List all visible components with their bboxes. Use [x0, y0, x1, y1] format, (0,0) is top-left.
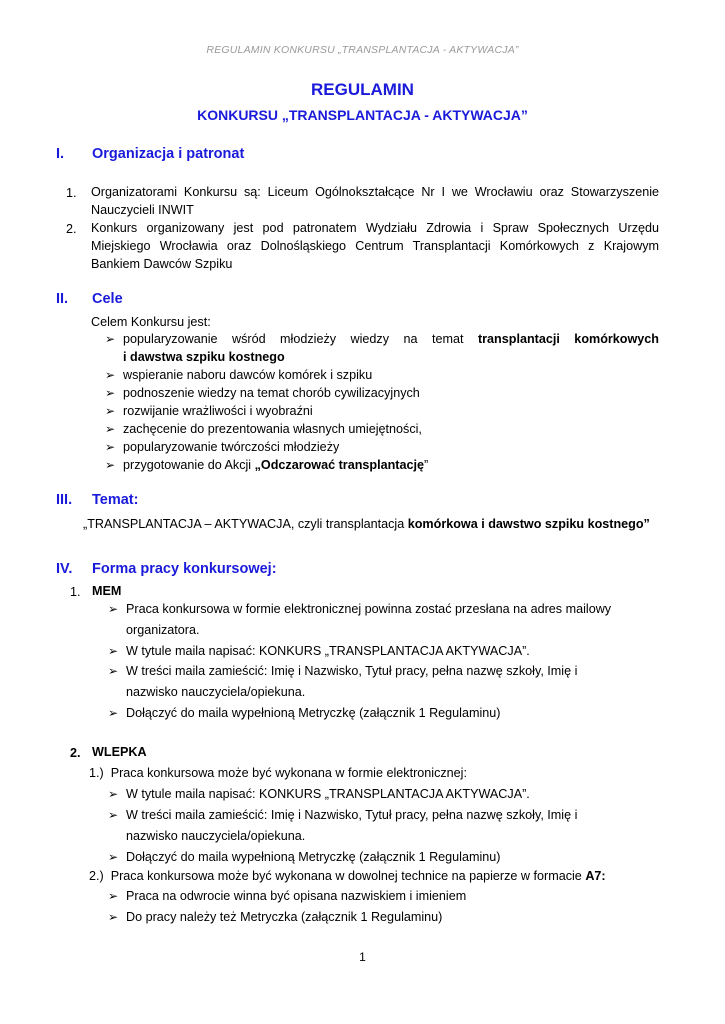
list-item-bold: transplantacji komórkowych — [477, 332, 659, 346]
sublist-text: Praca konkursowa może być wykonana w dowolnej technice na papierze w formacie — [110, 869, 582, 883]
list-item — [108, 910, 442, 924]
list-item-text: W tytule maila napisać: KONKURS „TRANSPLANTACJA AKTYWACJA”. — [126, 644, 530, 658]
list-item — [105, 440, 339, 454]
arrow-bullet-icon: ➢ — [108, 787, 119, 801]
arrow-bullet-icon: ➢ — [105, 404, 116, 418]
list-item-text: Do pracy należy też Metryczka (załącznik 1 Regulaminu) — [126, 910, 443, 924]
sublist-number: 2.) — [89, 869, 104, 883]
list-item-text: Nauczycieli INWIT — [91, 203, 194, 217]
list-item-text: W treści maila zamieścić: Imię i Nazwisko, Tytuł pracy, pełna nazwę szkoły, Imię i — [126, 808, 578, 822]
list-number: 1. — [66, 186, 77, 200]
list-item-text: podnoszenie wiedzy na temat chorób cywilizacyjnych — [123, 386, 420, 400]
list-item — [105, 332, 660, 346]
section-number: IV. — [56, 561, 73, 577]
list-item — [105, 458, 428, 472]
sublist-item — [89, 765, 467, 783]
section-intro: Celem Konkursu jest: — [91, 315, 211, 329]
list-item-text: W treści maila zamieścić: Imię i Nazwisko, Tytuł pracy, pełna nazwę szkoły, Imię i — [126, 664, 578, 678]
arrow-bullet-icon: ➢ — [108, 889, 119, 903]
theme-text — [83, 516, 650, 534]
arrow-bullet-icon: ➢ — [108, 664, 119, 678]
arrow-bullet-icon: ➢ — [105, 332, 116, 346]
arrow-bullet-icon: ➢ — [108, 602, 119, 616]
arrow-bullet-icon: ➢ — [105, 368, 116, 382]
list-item — [108, 889, 466, 903]
arrow-bullet-icon: ➢ — [105, 386, 116, 400]
section-heading-1 — [56, 146, 244, 162]
arrow-bullet-icon: ➢ — [105, 440, 116, 454]
arrow-bullet-icon: ➢ — [105, 458, 116, 472]
arrow-bullet-icon: ➢ — [108, 706, 119, 720]
list-item — [108, 664, 577, 678]
document-subtitle: KONKURSU „TRANSPLANTACJA - AKTYWACJA” — [197, 107, 528, 123]
list-item — [108, 808, 577, 822]
section-number: II. — [56, 291, 69, 307]
arrow-bullet-icon: ➢ — [108, 910, 119, 924]
arrow-bullet-icon: ➢ — [105, 422, 116, 436]
list-item-text: Konkurs organizowany jest pod patronatem Wydziału Zdrowia i Spraw Społecznych Urzędu — [91, 221, 659, 235]
section-title: Organizacja i patronat — [92, 146, 245, 162]
section-number: III. — [56, 492, 73, 508]
subsection-title-mem: MEM — [92, 584, 122, 598]
section-heading-4 — [56, 561, 277, 577]
list-item-text: ” — [424, 458, 429, 472]
section-title: Cele — [92, 291, 123, 307]
list-item-text: Organizatorami Konkursu są: Liceum Ogólnokształcące Nr I we Wrocławiu oraz Stowarzyszenie — [91, 185, 659, 199]
theme-text-plain: „TRANSPLANTACJA – AKTYWACJA, czyli transplantacja — [83, 517, 405, 531]
list-item-text: Dołączyć do maila wypełnioną Metryczkę (załącznik 1 Regulaminu) — [126, 850, 501, 864]
list-item-text: zachęcenie do prezentowania własnych umiejętności, — [123, 422, 422, 436]
section-heading-2 — [56, 291, 123, 307]
list-number: 1. — [70, 585, 81, 599]
list-item — [108, 706, 500, 720]
sublist-item — [89, 868, 606, 886]
list-item — [105, 386, 420, 400]
list-item-text: przygotowanie do Akcji — [123, 458, 252, 472]
list-item-text: rozwijanie wrażliwości i wyobraźni — [123, 404, 313, 418]
list-item — [105, 404, 313, 418]
list-item-text: popularyzowanie twórczości młodzieży — [123, 440, 340, 454]
subsection-title-wlepka: WLEPKA — [92, 745, 147, 759]
running-header: REGULAMIN KONKURSU „TRANSPLANTACJA - AKTYWACJA” — [206, 44, 519, 56]
list-number: 2. — [66, 222, 77, 236]
section-title: Forma pracy konkursowej: — [92, 561, 277, 577]
list-item — [108, 850, 500, 864]
list-item — [108, 787, 530, 801]
list-item-text: Miejskiego Wrocławia oraz Dolnośląskiego Centrum Transplantacji Komórkowych z Krajowym — [91, 239, 659, 253]
list-item — [105, 368, 372, 382]
section-title: Temat: — [92, 492, 139, 508]
list-item — [108, 644, 530, 658]
list-item-line — [123, 332, 659, 346]
sublist-number: 1.) — [89, 766, 104, 780]
list-item-text: Praca na odwrocie winna być opisana nazwiskiem i imieniem — [126, 889, 467, 903]
list-item-bold: i dawstwa szpiku kostnego — [123, 350, 285, 364]
list-item-text: popularyzowanie wśród młodzieży wiedzy na temat — [123, 332, 464, 346]
document-title: REGULAMIN — [311, 80, 414, 99]
list-item-text: nazwisko nauczyciela/opiekuna. — [126, 685, 306, 699]
list-item-text: organizatora. — [126, 623, 200, 637]
list-item-text: Bankiem Dawców Szpiku — [91, 257, 233, 271]
sublist-bold: A7: — [585, 869, 606, 883]
list-number: 2. — [70, 746, 81, 760]
arrow-bullet-icon: ➢ — [108, 808, 119, 822]
page-number: 1 — [359, 950, 366, 964]
theme-text-bold: komórkowa i dawstwo szpiku kostnego” — [407, 517, 650, 531]
list-item-text: wspieranie naboru dawców komórek i szpiku — [123, 368, 373, 382]
section-heading-3 — [56, 492, 138, 508]
section-number: I. — [56, 146, 65, 162]
list-item-bold: „Odczarować transplantację — [254, 458, 424, 472]
list-item-text: W tytule maila napisać: KONKURS „TRANSPLANTACJA AKTYWACJA”. — [126, 787, 530, 801]
list-item-text: nazwisko nauczyciela/opiekuna. — [126, 829, 306, 843]
sublist-text: Praca konkursowa może być wykonana w formie elektronicznej: — [110, 766, 467, 780]
arrow-bullet-icon: ➢ — [108, 644, 119, 658]
list-item-text: Dołączyć do maila wypełnioną Metryczkę (załącznik 1 Regulaminu) — [126, 706, 501, 720]
list-item-text: Praca konkursowa w formie elektronicznej powinna zostać przesłana na adres mailowy — [126, 602, 612, 616]
list-item — [108, 602, 660, 616]
list-item — [105, 422, 422, 436]
arrow-bullet-icon: ➢ — [108, 850, 119, 864]
